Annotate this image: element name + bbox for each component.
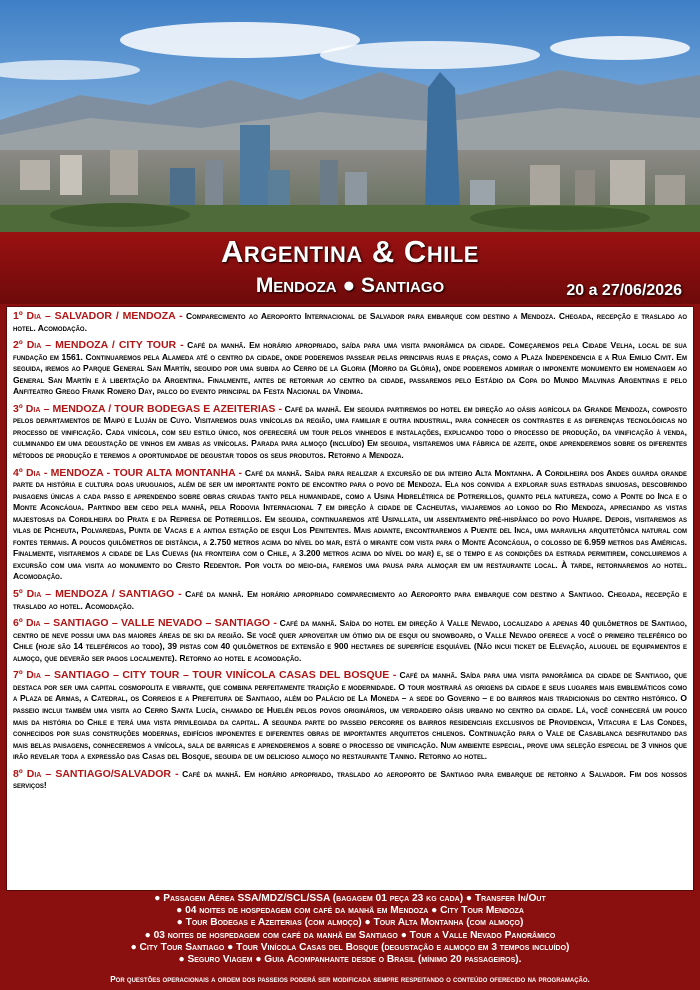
day-heading: 6º Dia – SANTIAGO – VALLE NEVADO – SANTIAGO - <box>13 617 277 630</box>
service-line: ● Seguro Viagem ● Guia Acompanhante desde o Brasil (mínimo 20 passageiros). <box>178 954 522 966</box>
day-description: Café da manhã. Saída para uma visita panorâmica da cidade de Santiago, que destaca por ser uma capital cosmopolita e vibrante, que combina perfeitamente tradição e modernidade. O tour mostrará as origens da cidade e seus lugares mais emblemáticos como a Plaza de Armas, a Catedral, os Correios e a Prefeitura de Santiago, além do Palácio de La Moneda – a sede do Governo – e do bairros mais tradicionais do centro histórico. O passeio inclui também uma visita ao Cerro Santa Lucía, chamado de Huelén pelos povos originários, um verdadeiro oásis urbano no centro da cidade. Lá, você conhecerá um pouco mais da história do Chile e terá uma vista privilegiada da capital. A segunda parte do passeio percorre os bairros residenciais exclusivos de Providencia, Vitacura e Las Condes, conhecidos por suas construções modernas, edifícios imponentes e diferentes obras de importantes arquitetos chilenos. Continuação para o Vale de Casablanca desfrutando das mais belas paisagens, conheceremos a vinícola, sala de barricas e aprenderemos a sobre o processo de vinificação. Num ambiente especial, prove uma seleção especial de 3 vinhos que irão revelar toda a expressão das Casas del Bosque, seguida de um delicioso almoço no restaurante Tanino. Retorno ao hotel. <box>13 670 687 762</box>
santiago-skyline-photo <box>0 0 700 235</box>
itinerary-day <box>13 618 687 664</box>
operational-note: Por questões operacionais a ordem dos passeios poderá ser modificada sempre respeitando o conteúdo oferecido na programação. <box>110 975 590 984</box>
itinerary-day <box>13 311 687 334</box>
day-description: Comparecimento ao Aeroporto Internacional de Salvador para embarque com destino a Mendoza. Chegada, recepção e traslado ao hotel. Acomodação. <box>13 311 687 333</box>
day-description: Café da manhã. Saída para realizar a excursão de dia inteiro Alta Montanha. A Cordilheira dos Andes guarda grande parte da história e cultura doas uruguaios, além de ser um importante ponto de encontro para o povo de Mendoza. Ela nos convida a explorar suas estradas sinuosas, descobrindo paisagens únicas a cada passo e aprendendo sobre obras criadas tanto pela humanidade, como a Usina Hidrelétrica de Potrerillos, quanto pela natureza, como a Ponte do Inca e o Monte Aconcágua. Partindo bem cedo pela manhã, pela Rodovia Internacional 7 em direção à cidade de Cacheutas, viajaremos ao longo do Rio Mendoza, apreciando as vistas majestosas da Cordilheira do Prata e da Represa de Potrerillos. Em seguida, continuaremos até Uspallata, um assentamento pré-hispânico do povo Huarpe. Depois, visitaremos as vilas de Picheuta, Polvaredas, Punta de Vacas e a antiga estação de esqui Los Penitentes. Mais adiante, encontraremos a Puente del Inca, uma maravilha arquitetônica natural com fontes termais. A poucos quilômetros de distância, a 2.750 metros acima do nível do mar, está o mirante com vista para o Monte Aconcágua, o colosso de 6.959 metros das Américas. Finalmente, visitaremos a cidade de Las Cuevas (na fronteira com o Chile, a 3.200 metros acima do nível do mar) e, se o tempo e as condições da estrada permitirem, concluiremos a excursão com uma visita ao monumento do Cristo Redentor. Por volta do meio-dia, faremos uma pausa para almoçar em um restaurante local. À tarde, retornaremos ao hotel. Acomodação. <box>13 467 687 582</box>
included-services <box>0 893 700 966</box>
day-description: Café da manhã. Em seguida partiremos do hotel em direção ao oásis agrícola da Grande Mendoza, composto pelos departamentos de Maipú e Luján de Cuyo. Visitaremos duas vinícolas da região, uma familiar e outra industrial, para conhecer os contrastes e as diferenças tecnológicas no processo de vinificação. Cada vinícola, com seu estilo único, nos oferecerá um tour pelos vinhedos e instalações, explicando todo o processo de produção, da vinificação à venda, culminando em uma degustação de vinhos em ambas as vinícolas. Parada para almoço (incluído) Em seguida, visitaremos uma fábrica de azeite, onde aprenderemos sobre os diferentes métodos de produção e teremos a oportunidade de degustar todos os seus produtos. Retorno a Mendoza. <box>13 403 688 461</box>
itinerary-day <box>13 589 687 612</box>
skyline-illustration <box>0 0 700 235</box>
itinerary-box <box>6 306 694 891</box>
day-description: Café da manhã. Em horário apropriado comparecimento ao Aeroporto para embarque com destino a Santiago. Chegada, recepção e traslado ao hotel. Acomodação. <box>13 589 688 611</box>
day-heading: 5º Dia – MENDOZA / SANTIAGO - <box>13 588 182 601</box>
itinerary-day <box>13 769 687 792</box>
page-title: Argentina & Chile <box>221 234 479 269</box>
service-line: ● 04 noites de hospedagem com café da manhã em Mendoza ● City Tour Mendoza <box>176 905 524 917</box>
service-line: ● City Tour Santiago ● Tour Vinícola Casas del Bosque (degustação e almoço em 3 tempos incluído) <box>130 941 570 953</box>
itinerary-day <box>13 404 687 462</box>
day-description: Café da manhã. Em horário apropriado, traslado ao aeroporto de Santiago para embarque de retorno a Salvador. Fim dos nossos serviços! <box>13 768 688 791</box>
day-heading: 8º Dia – SANTIAGO/SALVADOR - <box>13 767 179 780</box>
service-line: ● Tour Bodegas e Azeiterias (com almoço) ● Tour Alta Montanha (com almoço) <box>176 917 524 929</box>
day-description: Café da manhã. Em horário apropriado, saída para uma visita panorâmica da cidade. Começaremos pela Cidade Velha, local de sua fundação em 1561. Continuaremos pela Alameda até o centro da cidade, onde poderemos passear pelas principais ruas e praças, como a Plaza Independencia e a Rua Emilio Civit. Em seguida, iremos ao Parque General San Martín, seguido por uma subida ao Cerro de la Gloria (Morro da Glória), onde poderemos admirar o imponente monumento em homenagem ao General San Martín e à libertação da Argentina. Finalmente, antes de retornar ao centro da cidade, passaremos pelo Estádio da Copa do Mundo Malvinas Argentinas e pelo Anfiteatro Grego Frank Romero Day, palco do evento principal da Festa Nacional da Vindima. <box>13 340 688 397</box>
service-line: ● 03 noites de hospedagem com café da manhã em Santiago ● Tour a Valle Nevado Panorâmico <box>144 929 556 941</box>
day-heading: 7º Dia – SANTIAGO – CITY TOUR – TOUR VINÍCOLA CASAS DEL BOSQUE - <box>13 669 397 682</box>
day-heading: 2º Dia – MENDOZA / CITY TOUR - <box>13 339 184 352</box>
itinerary-day <box>13 468 687 583</box>
itinerary-day <box>13 340 687 398</box>
day-description: Café da manhã. Saída do hotel em direção à Valle Nevado, localizado a apenas 40 quilômetros de Santiago, centro de neve possui uma das maiores áreas de ski da região. Se você quer aproveitar um ótimo dia de esqui ou snowboard, o Valle Nevado oferece a você o primeiro teleférico do Chile (hoje são 14 teleféricos ao todo), 39 pistas com 40 quilômetros de extensão e 900 hectares de superfície esquiável (Não incui ticket de Elevação, aluguel de equipamentos e almoço, que deverão ser pagos localmente). Retorno ao hotel e acomodação. <box>13 618 687 663</box>
itinerary-day <box>13 670 687 762</box>
day-heading: 4º Dia - MENDOZA - TOUR ALTA MONTANHA - <box>13 466 243 479</box>
day-heading: 3º Dia – MENDOZA / TOUR BODEGAS E AZEITERIAS - <box>13 402 282 415</box>
page-subtitle: Mendoza ● Santiago <box>255 274 445 297</box>
travel-dates: 20 a 27/06/2026 <box>566 282 682 299</box>
service-line: ● Passagem Aérea SSA/MDZ/SCL/SSA (bagagem 01 peça 23 kg cada) ● Transfer In/Out <box>154 893 546 904</box>
day-heading: 1º Dia – SALVADOR / MENDOZA - <box>13 310 183 322</box>
